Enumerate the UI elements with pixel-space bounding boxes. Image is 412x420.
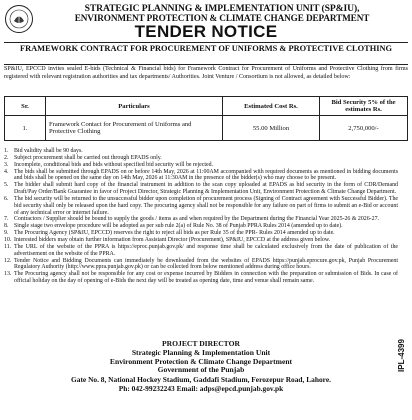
term-number: 3.	[4, 161, 9, 168]
term-number: 7.	[4, 216, 9, 223]
term-text: Bid validity shall be 90 days.	[14, 148, 83, 154]
footer-designation: PROJECT DIRECTOR	[162, 339, 240, 348]
term-text: The Procuring agency shall not be responsible for any cost or expense incurred by Bidders in connection with the preparation or submission of Bids. In case of official holiday on the day of opening of e-Bids the next day will be treated as opening date, time and venue shall remain same.	[14, 271, 398, 285]
page-title: TENDER NOTICE	[134, 22, 278, 41]
tender-subtitle: FRAMEWORK CONTRACT FOR PROCUREMENT OF UNIFORMS & PROTECTIVE CLOTHING	[19, 44, 393, 53]
term-text: Single stage two envelope procedure will be adopted as per sub rule 2(a) of Rule No. 38 of Punjab PPRA Rules 2014 (amended up to date).	[14, 223, 343, 230]
term-number: 2.	[4, 154, 9, 161]
term-number: 10.	[4, 236, 12, 243]
term-text: Contractors / Supplier should be bound to supply the goods / items as and when required by the Department during the Financial Year 2025-26 & 2026-27.	[14, 216, 379, 223]
col-header-particulars: Particulars	[46, 97, 223, 116]
cell-estimated-cost: 55.00 Million	[223, 116, 320, 141]
col-header-sr: Sr.	[5, 97, 46, 116]
list-item	[4, 237, 398, 244]
footer-unit: Strategic Planning & Implementation Unit	[131, 347, 271, 357]
list-item	[4, 169, 398, 183]
footer-department: Environment Protection & Climate Change Department	[109, 356, 293, 366]
list-item	[4, 271, 398, 285]
term-text: The bidder shall submit hard copy of the financial instrument in addition to the scan copy uploaded at EPADS as bid security in the form of CDR/Demand Draft/Pay Order/Bank Guarantee in favor of Project Director, Strategic Planning & Implementation Unit, Environment Protection & Climate Change Department.	[14, 182, 398, 196]
list-item	[4, 244, 398, 258]
list-item	[4, 155, 398, 162]
term-number: 6.	[4, 195, 9, 202]
term-number: 9.	[4, 230, 9, 237]
term-text: Interested bidders may obtain further information from Assistant Director (Procurement), SP&IU, EPCCD at the address given below.	[14, 236, 331, 243]
list-item	[4, 230, 398, 237]
term-number: 11.	[4, 243, 12, 250]
term-text: The URL of the website of the PPRA is https://eproc.punjab.gov.pk/ and response time shall be calculated exclusively from the date of publication of the advertisement on the website of the PPRA.	[14, 243, 398, 257]
reference-code: IPL-4399	[397, 339, 407, 372]
intro-paragraph: SP&IU, EPCCD invites sealed E-bids (Technical & Financial bids) for Framework Contract for Procurement of Uniforms and Protective Clothing from firms registered with relevant registration authorities and tax departments/ Authorities. Joint Venture / Consortium is not allowed, as detailed below:	[4, 66, 408, 80]
header-line-1: STRATEGIC PLANNING & IMPLEMENTATION UNIT (SP&IU),	[84, 3, 360, 14]
footer-contact: Ph: 042-99232243 Email: adps@epcd.punjab.gov.pk	[118, 384, 284, 394]
footer-government: Government of the Punjab	[157, 365, 245, 375]
footer-address: Gate No. 8, National Hockey Stadium, Gaddafi Stadium, Ferozepur Road, Lahore.	[71, 375, 331, 385]
term-number: 8.	[4, 223, 9, 230]
list-item	[4, 258, 398, 272]
table-header-row	[5, 97, 408, 116]
term-text: Incomplete, conditional bids and bids without specified bid security will be rejected.	[14, 161, 214, 168]
term-number: 13.	[4, 271, 12, 278]
term-number: 12.	[4, 257, 12, 264]
list-item	[4, 162, 398, 169]
term-text: The Procuring Agency (SP&IU, EPCCD) reserves the right to reject all bids as per Rule 35 of the PPR- Rules 2014 amended up to date.	[14, 230, 335, 237]
list-item	[4, 148, 398, 155]
cell-particulars: Framework Contact for Procurement of Uniforms and Protective Clothing	[46, 116, 223, 141]
cell-sr: 1.	[5, 116, 46, 141]
signature-block	[4, 340, 398, 393]
term-text: The bid security will be returned to the unsuccessful bidder upon completion of procurement process (Signing of Contract agreement with Successful Bidder). The bid security shall only be released upon the hard copy. The procuring agency shall not be responsible for any failure on part of firms to submit an e-Bid or account of any technical error or internet failure.	[14, 195, 398, 216]
cost-table	[4, 96, 408, 141]
list-item	[4, 196, 398, 217]
term-text: The bids shall be submitted through EPADS on or before 14th May, 2026 at 11:00AM accompanied with required documents as mentioned in bidding documents and bids shall be opened on the same day on 14th May, 2026 at 11:30AM in the presence of the bidder(s) who may choose to be present.	[14, 168, 398, 182]
term-number: 1.	[4, 148, 9, 154]
term-number: 4.	[4, 168, 9, 175]
col-header-bid-security: Bid Security 5% of the estimates Rs.	[320, 97, 408, 116]
title-divider	[4, 42, 408, 43]
term-number: 5.	[4, 182, 9, 189]
col-header-estimated-cost: Estimated Cost Rs.	[223, 97, 320, 116]
subtitle-divider	[4, 64, 408, 65]
list-item	[4, 182, 398, 196]
cell-bid-security: 2,750,000/-	[320, 116, 408, 141]
header-line-2: ENVIRONMENT PROTECTION & CLIMATE CHANGE DEPARTMENT	[74, 13, 370, 23]
terms-list	[4, 148, 398, 285]
term-text: Tender Notice and Bidding Documents can immediately be downloaded from the websites of EPADS https://punjab.eprocure.gov.pk, Punjab Procurement Regulatory Authority (http://www.ppra.punjab.gov.pk) or can be collected from below mentioned address during office hours.	[14, 257, 398, 271]
table-row	[5, 116, 408, 141]
term-text: Subject procurement shall be carried out through EPADS only.	[14, 154, 162, 161]
